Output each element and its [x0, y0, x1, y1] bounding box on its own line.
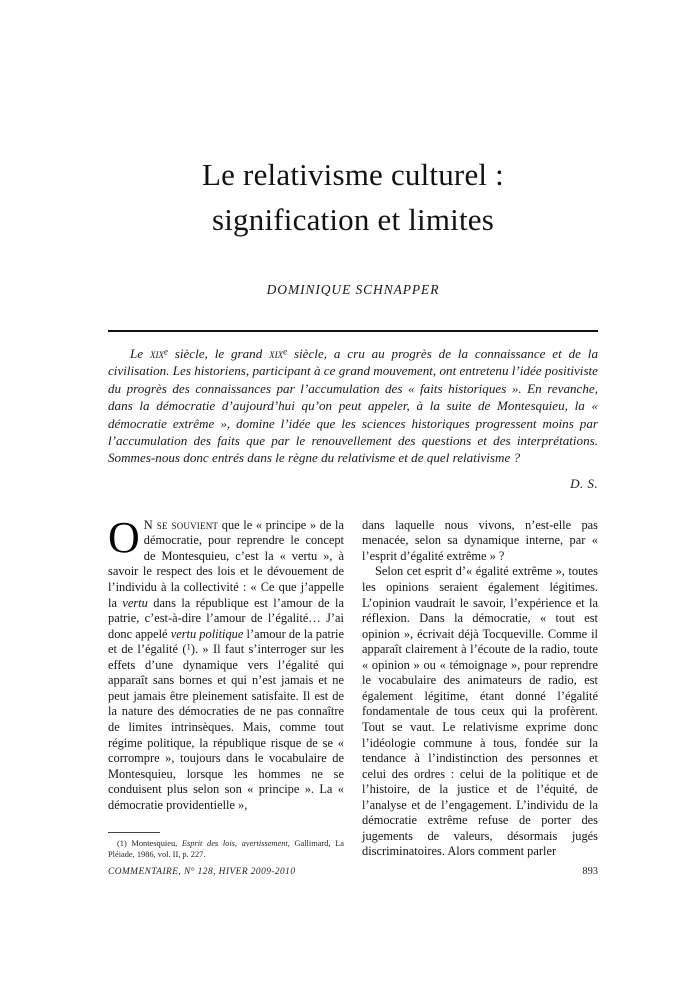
footnote-segment-a: Montesquieu,: [126, 839, 182, 849]
footnote-segment-b: , Gallimard, La Pléiade, 1986, vol. II, p. 227.: [108, 839, 344, 859]
left-column: [108, 512, 345, 861]
left-italic-vertu-politique: vertu politique: [170, 626, 244, 641]
abstract-segment-2: siècle, le grand: [167, 346, 270, 361]
left-italic-vertu: vertu: [122, 595, 148, 610]
left-paragraph-1: [108, 512, 345, 813]
journal-citation: COMMENTAIRE, N° 128, HIVER 2009-2010: [108, 867, 296, 877]
left-segment-d: ). » Il faut s’interroger sur les effets d’une dynamique vers l’égalité qui apparaît sans bornes et qui n’est jamais et ne peut jamais être pleinement satisfaite. Il est de la nature des démocraties de ne pas connaître de limites intrinsèques. Mais, comme tout régime politique, la république risque de se « corrompre », toujours dans le vocabulaire de Montesquieu, lorsque les hommes ne se conduisent plus selon son « principe ». La « démocratie providentielle »,: [108, 642, 344, 812]
left-segment-c: l’amour de la patrie et de l’égalité (: [108, 626, 344, 657]
abstract-century-2: xix: [269, 346, 284, 361]
footnote-1: [108, 839, 344, 860]
abstract-century-sup-1: e: [163, 346, 168, 357]
drop-cap: O: [108, 512, 140, 562]
left-segment-b: dans la république est l’amour de la patrie, c’est-à-dire l’amour de l’égalité… J’ai donc appelé: [108, 595, 344, 641]
page-footer: [108, 866, 598, 877]
abstract-text: [108, 345, 598, 467]
right-paragraph-2: Selon cet esprit d’« égalité extrême », toutes les opinions seraient également légitimes. L’opinion vaudrait le savoir, l’expérience et la réflexion. Dans la démocratie, « tout est opinion », écrivait déjà Tocqueville. Comme il apparaît clairement à l’écoute de la radio, toute « opinion » ou « témoignage », pour reprendre le vocabulaire des animateurs de radio, est également légitime, étant donné l’égalité fondamentale de tous ceux qui la profèrent. Tout se vaut. Le relativisme exprime donc l’idéologie commune à tous, fondée sur la tendance à l’indistinction des personnes et celui des ordres : celui de la politique et de l’histoire, de la justice et de l’équité, de l’analyse et de l’engagement. L’individu de la démocratie extrême refuse de porter des jugements de valeurs, désormais jugés discriminatoires. Alors comment parler: [362, 564, 598, 859]
abstract-century-1: xix: [149, 346, 164, 361]
opening-small-caps: N se souvient: [143, 517, 219, 532]
abstract-segment-3: siècle, a cru au progrès de la connaissance et de la civilisation. Les historiens, participant à ce grand mouvement, ont entretenu l’idée positiviste du progrès des connaissances par l’accumulation des « faits historiques ». En revanche, dans la démocratie d’aujourd’hui qu’on peut appeler, à la suite de Montesquieu, la « démocratie extrême », domine l’idée que les sciences historiques progressent moins par l’accumulation des faits que par le renouvellement des questions et des interprétations. Sommes-nous donc entrés dans le règne du relativisme et de quel relativisme ?: [108, 346, 598, 466]
footnote-reference-1: 1: [186, 641, 191, 652]
abstract-century-sup-2: e: [283, 346, 288, 357]
abstract-signature: D. S.: [570, 475, 598, 491]
right-paragraph-1: dans laquelle nous vivons, n’est-elle pas menacée, selon sa dynamique interne, par « l’esprit d’égalité extrême » ?: [362, 517, 598, 563]
right-column: [362, 518, 598, 861]
title-line-2: signification et limites: [211, 202, 495, 237]
header-divider: [108, 330, 598, 332]
author-name: DOMINIQUE SCHNAPPER: [266, 282, 440, 297]
footnote-divider: [108, 832, 160, 833]
page-number: 893: [582, 866, 598, 877]
two-column-body: [108, 512, 598, 861]
abstract-segment-1: Le: [130, 346, 150, 361]
title-line-1: Le relativisme culturel :: [202, 157, 504, 192]
footnote-block: [108, 832, 344, 860]
footnote-marker: (1): [117, 839, 127, 849]
page-content: [108, 0, 598, 860]
right-column-text: [362, 518, 598, 860]
article-title: [108, 0, 598, 242]
footnote-italic-title: Esprit des lois, avertissement: [181, 839, 288, 849]
left-column-text: [108, 512, 345, 813]
left-segment-a: que le « principe » de la démocratie, pour reprendre le concept de Montesquieu, c’est la « vertu », à savoir le respect des lois et le dévouement de l’individu à la collectivité : « Ce que j’appelle la: [108, 517, 345, 610]
